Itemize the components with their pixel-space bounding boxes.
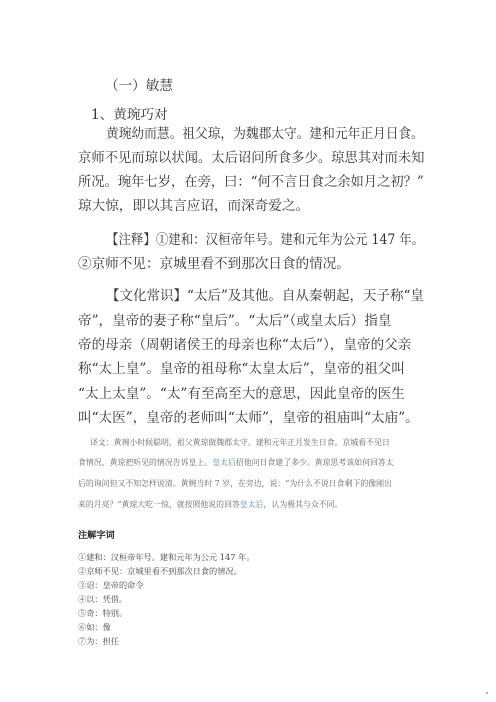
- culture-line-4: 称“太上皇”。皇帝的祖母称“太皇太后”，皇帝的祖父叫: [78, 361, 405, 377]
- vocab-heading: 注解字词: [78, 530, 115, 541]
- translation-line-2-pre: 食情况，黄琼把听见的情况告诉皇上。: [78, 458, 213, 467]
- story-line-4: 琼大惊，即以其言应诏，而深奇爱之。: [78, 198, 310, 214]
- story-line-3: 所况。琬年七岁，在旁，曰：“何不言日食之余如月之初？”: [78, 174, 424, 190]
- translation-line-4-post: ，认为极其与众不同。: [263, 500, 343, 509]
- story-title: 1、黄琬巧对: [91, 107, 168, 123]
- culture-line-3: 帝的母亲（周朝诸侯王的母亲也称“太后”），皇帝的父亲: [78, 337, 412, 353]
- culture-line-5: “太上太皇”。“太”有至高至大的意思，因此皇帝的医生: [78, 386, 405, 402]
- translation-line-3: 后的询问但又不知怎样说清。黄婉当时 7 岁，在旁边，说：“为什么不说日食剩下的像刚出: [78, 479, 392, 488]
- translation-line-2-post: 招他问日食建了多少。黄琼思考该如何回答太: [235, 458, 394, 467]
- vocab-item-7: ⑦为：担任: [78, 636, 119, 646]
- culture-line-2: 帝”，皇帝的妻子称“皇后”。“太后”（或皇太后）指皇: [78, 313, 392, 329]
- culture-line-1: 【文化常识】“太后”及其他。自从秦朝起，天子称“皇: [106, 288, 424, 304]
- translation-line-2: [78, 458, 394, 468]
- vocab-item-2: ②京师不见：京城里看不到那次日食的情况。: [78, 566, 242, 576]
- notes-line-1: 【注释】①建和：汉桓帝年号。建和元年为公元 147 年。: [106, 232, 425, 248]
- page-marker-dot: [486, 692, 488, 694]
- translation-line-4: [78, 500, 342, 510]
- culture-line-6: 叫“太医”，皇帝的老师叫“太师”，皇帝的祖庙叫“太庙”。: [78, 410, 419, 426]
- vocab-item-4: ④以：凭借。: [78, 594, 128, 604]
- empress-dowager-highlight-2: 皇太后: [239, 500, 264, 509]
- translation-line-1: 译文：黄琬小时候聪明，祖父黄琼做魏郡太守。建和元年正月发生日食。京城看不见日: [90, 438, 390, 447]
- translation-line-4-pre: 来的月亮？”黄琼大吃一惊，就按照他说的回答: [78, 500, 240, 509]
- story-line-1: 黄琬幼而慧。祖父琼，为魏郡太守。建和元年正月日食。: [106, 126, 424, 142]
- notes-line-2: ②京师不见：京城里看不到那次日食的情况。: [78, 256, 350, 272]
- empress-dowager-highlight: 皇太后: [212, 458, 236, 467]
- section-title: （一）敏慧: [105, 78, 173, 94]
- vocab-item-5: ⑤奇：特别。: [78, 608, 128, 618]
- vocab-item-6: ⑥如：像: [78, 622, 111, 632]
- vocab-item-1: ①建和：汉桓帝年号。建和元年为公元 147 年。: [78, 552, 255, 562]
- story-line-2: 京师不见而琼以状闻。太后诏问所食多少。琼思其对而未知: [78, 150, 425, 166]
- vocab-item-3: ③诏：皇帝的命令: [78, 580, 144, 590]
